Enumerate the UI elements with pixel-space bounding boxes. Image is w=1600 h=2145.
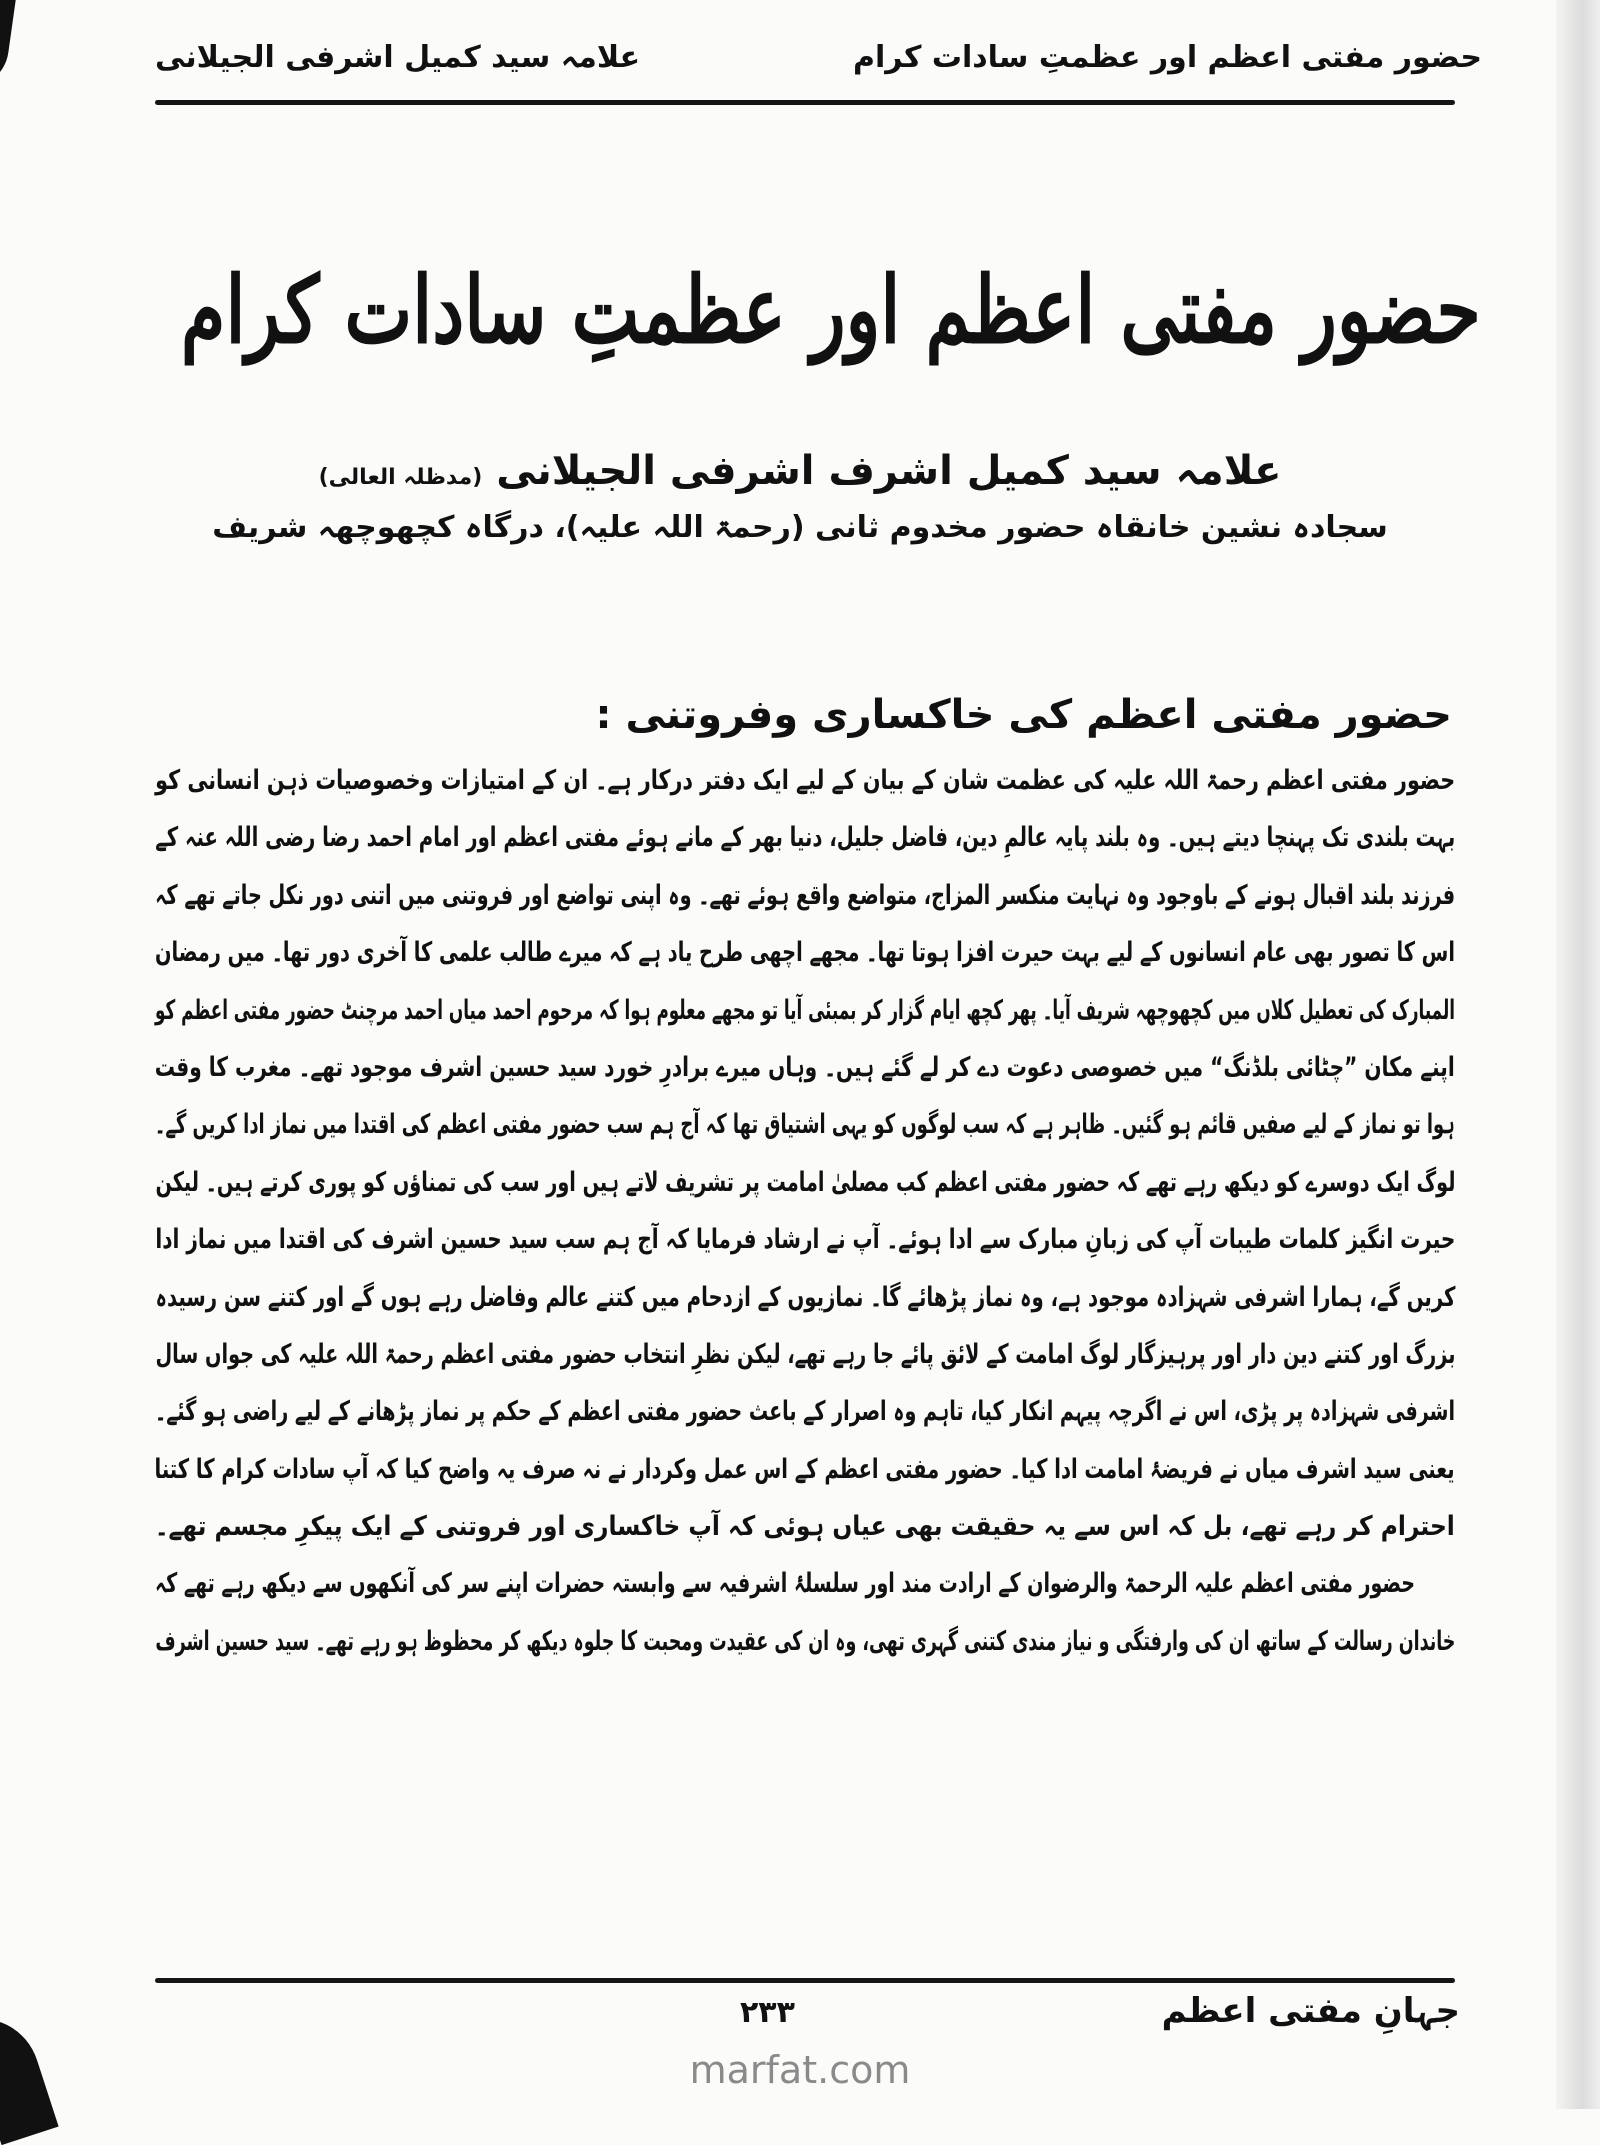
- body-line-text: خاندان رسالت کے ساتھ ان کی وارفتگی و نیاز مندی کتنی گہری تھی، وہ ان کی عقیدت ومحبت کا جلوہ دیکھ کر محظوظ ہو رہے تھے۔ سید حسین اشرف: [155, 1625, 1455, 1657]
- body-line: [155, 752, 1455, 809]
- body-line-text: ہوا تو نماز کے لیے صفیں قائم ہو گئیں۔ ظاہر ہے کہ سب لوگوں کو یہی اشتیاق تھا کہ آج ہم سب حضور مفتی اعظم کی اقتدا میں نماز ادا کریں گے۔: [155, 1109, 1455, 1141]
- body-line-text: احترام کر رہے تھے، بل کہ اس سے یہ حقیقت بھی عیاں ہوئی کہ آپ خاکساری اور فروتنی کے ایک پیکرِ مجسم تھے۔: [155, 1511, 1455, 1543]
- article-body: [155, 752, 1455, 1670]
- body-line-text: لوگ ایک دوسرے کو دیکھ رہے تھے کہ حضور مفتی اعظم کب مصلیٰ امامت پر تشریف لاتے ہیں اور سب کی تمناؤں کو پوری کرتے ہیں۔ لیکن: [155, 1166, 1455, 1198]
- page-number: ۲۳۳: [740, 1995, 795, 2030]
- body-line-text: المبارک کی تعطیل کلاں میں کچھوچھہ شریف آیا۔ پھر کچھ ایام گزار کر بمبئی آیا تو مجھے معلوم ہوا کہ مرحوم احمد میاں احمد مرچنٹ حضور مفتی اعظم کو: [155, 994, 1455, 1026]
- body-line-text: بزرگ اور کتنے دین دار اور پرہیزگار لوگ امامت کے لائق پائے جا رہے تھے، لیکن نظرِ انتخاب حضور مفتی اعظم رحمۃ اللہ علیہ کی جواں سال: [155, 1338, 1455, 1370]
- body-line: [155, 1039, 1455, 1096]
- body-line: [155, 809, 1455, 866]
- running-title: حضور مفتی اعظم اور عظمتِ سادات کرام: [853, 40, 1482, 75]
- body-line-text: بہت بلندی تک پہنچا دیتے ہیں۔ وہ بلند پایہ عالمِ دین، فاضل جلیل، دنیا بھر کے مانے ہوئے مفتی اعظم اور امام احمد رضا رضی اللہ عنہ کے: [155, 822, 1455, 854]
- body-line-text: اس کا تصور بھی عام انسانوں کے لیے بہت حیرت افزا ہوتا تھا۔ مجھے اچھی طرح یاد ہے کہ میرے طالب علمی کا آخری دور تھا۔ میں رمضان: [155, 937, 1455, 969]
- author-affiliation: سجادہ نشین خانقاہ حضور مخدوم ثانی (رحمۃ اللہ علیہ)، درگاہ کچھوچھہ شریف: [212, 510, 1388, 545]
- footer-rule: [155, 1978, 1455, 1983]
- body-line: [155, 982, 1455, 1039]
- section-heading: حضور مفتی اعظم کی خاکساری وفروتنی :: [595, 692, 1452, 738]
- article-title: حضور مفتی اعظم اور عظمتِ سادات کرام: [180, 256, 1481, 364]
- body-line: [155, 1383, 1455, 1440]
- body-line-text: حیرت انگیز کلمات طیبات آپ کی زبانِ مبارک سے ادا ہوئے۔ آپ نے ارشاد فرمایا کہ آج ہم سب سید حسین اشرف کی اقتدا میں نماز ادا: [155, 1224, 1455, 1256]
- watermark: marfat.com: [689, 2048, 911, 2092]
- header-rule: [155, 100, 1455, 105]
- body-line-text: حضور مفتی اعظم رحمۃ اللہ علیہ کی عظمت شان کے بیان کے لیے ایک دفتر درکار ہے۔ ان کے امتیازات وخصوصیات ذہن انسانی کو: [155, 765, 1455, 796]
- author-name: علامہ سید کمیل اشرف اشرفی الجیلانی: [496, 448, 1282, 494]
- body-line: [155, 1154, 1455, 1211]
- body-line: [155, 1555, 1455, 1612]
- body-line: [155, 1498, 1455, 1555]
- body-line: [155, 1441, 1455, 1498]
- body-line-text: کریں گے، ہمارا اشرفی شہزادہ موجود ہے، وہ نماز پڑھائے گا۔ نمازیوں کے ازدحام میں کتنے عالم وفاضل رہے ہوں گے اور کتنے سن رسیدہ: [155, 1281, 1455, 1313]
- scan-corner-shadow: [0, 0, 21, 92]
- body-line-text: اپنے مکان ”چٹائی بلڈنگ“ میں خصوصی دعوت دے کر لے گئے ہیں۔ وہاں میرے برادرِ خورد سید حسین اشرف موجود تھے۔ مغرب کا وقت: [155, 1051, 1455, 1083]
- body-line: [155, 867, 1455, 924]
- author-line: [0, 448, 1600, 494]
- body-line-text: اشرفی شہزادہ پر پڑی، اس نے اگرچہ پیہم انکار کیا، تاہم وہ اصرار کے باعث حضور مفتی اعظم کے حکم پر نماز پڑھانے کے لیے راضی ہو گئے۔: [155, 1396, 1455, 1428]
- body-line-text: یعنی سید اشرف میاں نے فریضۂ امامت ادا کیا۔ حضور مفتی اعظم کے اس عمل وکردار نے نہ صرف یہ واضح کیا کہ آپ سادات کرام کا کتنا: [155, 1453, 1455, 1485]
- body-line: [155, 1613, 1455, 1670]
- body-line-text: حضور مفتی اعظم علیہ الرحمۃ والرضوان کے ارادت مند اور سلسلۂ اشرفیہ سے وابستہ حضرات اپنے سر کی آنکھوں سے دیکھ رہے تھے کہ: [155, 1568, 1415, 1600]
- body-line: [155, 1211, 1455, 1268]
- book-title: جہانِ مفتی اعظم: [1161, 1991, 1460, 2031]
- author-honorific: (مدظلہ العالی): [318, 465, 483, 490]
- article-title-container: [0, 245, 1600, 375]
- body-line-text: فرزند بلند اقبال ہونے کے باوجود وہ نہایت منکسر المزاج، متواضع واقع ہوئے تھے۔ وہ اپنی تواضع اور فروتنی میں اتنی دور نکل جاتے تھے کہ: [155, 879, 1455, 911]
- body-line: [155, 1096, 1455, 1153]
- body-line: [155, 1326, 1455, 1383]
- body-line: [155, 924, 1455, 981]
- body-line: [155, 1269, 1455, 1326]
- running-author: علامہ سید کمیل اشرفی الجیلانی: [155, 40, 641, 75]
